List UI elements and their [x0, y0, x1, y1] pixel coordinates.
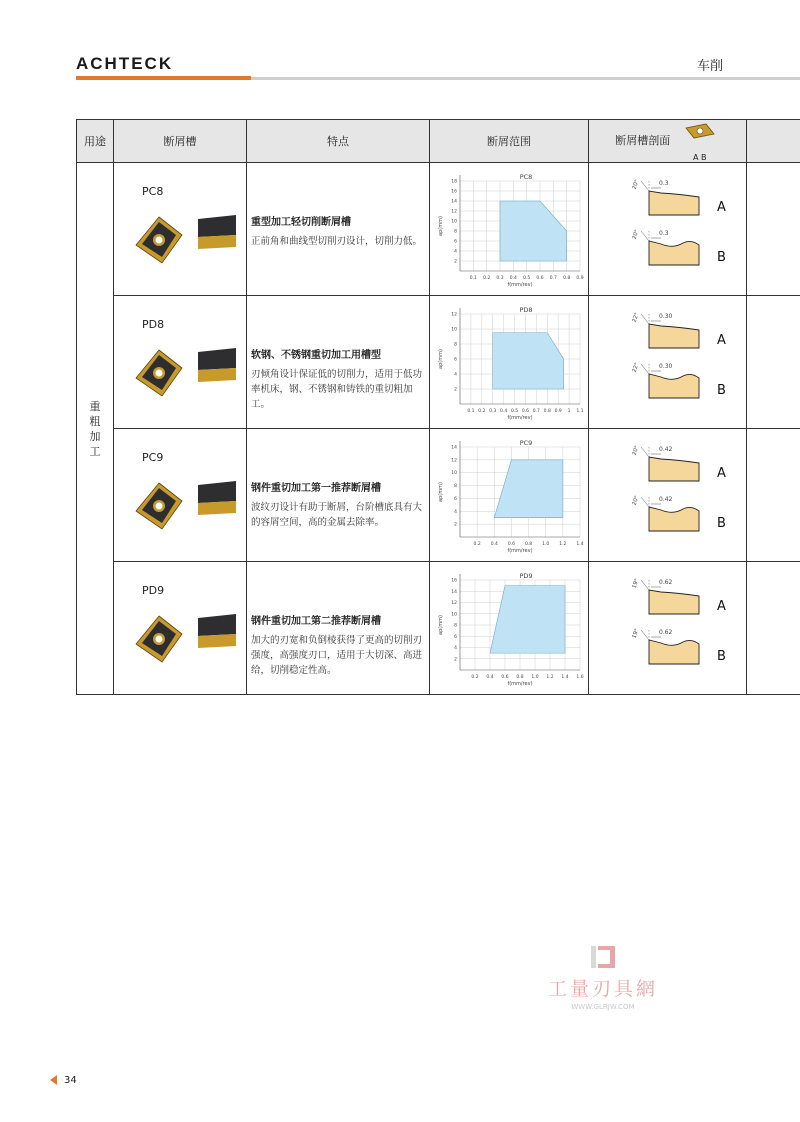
header-rule-accent: [76, 76, 251, 80]
groove-cell: [114, 296, 247, 429]
profile-a: [632, 312, 726, 348]
y-tick-label: 6: [454, 239, 457, 245]
table-row: [77, 562, 800, 695]
range-x-label: f(mm/rev): [507, 415, 533, 421]
profile-shape: [649, 374, 699, 398]
x-tick-label: 0.8: [563, 276, 571, 281]
y-tick-label: 16: [451, 189, 457, 195]
y-tick-label: 2: [454, 522, 457, 528]
x-tick-label: 0.9: [554, 409, 562, 414]
profile-b-label: B: [717, 516, 726, 531]
y-tick-label: 2: [454, 387, 457, 393]
range-chart-title: PD9: [519, 572, 533, 580]
x-tick-label: 0.4: [509, 276, 517, 281]
y-tick-label: 18: [451, 179, 457, 185]
table-row: [77, 163, 800, 296]
profile-cell: [589, 562, 747, 695]
profile-shape: [649, 324, 699, 348]
profile-a: [632, 179, 726, 215]
table-row: [77, 429, 800, 562]
range-y-label: ap(mm): [438, 349, 444, 369]
profile-land-label: 0.62: [659, 629, 673, 636]
y-tick-label: 12: [451, 209, 457, 215]
groove-name: PD9: [142, 584, 165, 597]
page-number: 34: [64, 1075, 77, 1086]
y-tick-label: 10: [451, 327, 457, 333]
feature-desc: 正前角和曲线型切削刃设计，切削力低。: [251, 236, 423, 247]
x-tick-label: 1.0: [542, 542, 550, 547]
x-tick-label: 0.5: [523, 276, 531, 281]
profile-a: [632, 578, 726, 614]
y-tick-label: 10: [451, 612, 457, 618]
x-tick-label: 0.5: [510, 409, 519, 414]
section-title: 车削: [697, 59, 724, 74]
header-extra: [747, 120, 800, 163]
profile-a-label: A: [717, 333, 726, 348]
chipbreaker-table: [76, 119, 800, 695]
insert-side-icon: [196, 346, 238, 384]
insert-top-icon: [132, 346, 186, 400]
profile-angle-label: 22°: [631, 312, 641, 324]
header-use: 用途: [77, 120, 114, 163]
y-tick-label: 6: [454, 496, 457, 502]
profile-b: [632, 229, 726, 265]
profile-shape: [649, 590, 699, 614]
watermark-text: 工量刃具網: [547, 978, 658, 1000]
insert-side-icon: [196, 612, 238, 650]
feature-desc: 刃倾角设计保证低的切削力，适用于低功率机床，钢、不锈钢和铸铁的重切粗加工。: [251, 369, 423, 410]
groove-name: PD8: [142, 318, 165, 331]
profile-b: [632, 628, 726, 664]
y-tick-label: 12: [451, 312, 457, 318]
header-profile-label: 断屑槽剖面: [615, 134, 671, 147]
y-tick-label: 12: [451, 601, 457, 606]
y-tick-label: 10: [451, 219, 457, 225]
x-tick-label: 0.6: [507, 542, 516, 547]
range-area: [490, 586, 565, 654]
profile-cell: [589, 429, 747, 562]
feature-title: 钢件重切加工第二推荐断屑槽: [251, 616, 381, 627]
y-tick-label: 14: [451, 199, 457, 205]
groove-name: PC9: [142, 451, 164, 464]
profile-angle-label: 20°: [631, 495, 641, 507]
profile-shape: [649, 457, 699, 481]
profile-b: [632, 495, 726, 531]
insert-top-icon: [132, 479, 186, 533]
y-tick-label: 4: [454, 646, 457, 651]
x-tick-label: 0.2: [478, 409, 486, 414]
profile-cell: [589, 296, 747, 429]
feature-cell: [247, 296, 430, 429]
x-tick-label: 0.4: [486, 675, 494, 680]
y-tick-label: 8: [454, 623, 457, 629]
profile-ab-label: A B: [692, 153, 707, 162]
range-x-label: f(mm/rev): [507, 548, 533, 554]
groove-name: PC8: [142, 185, 164, 198]
range-cell: [430, 296, 589, 429]
x-tick-label: 1.4: [561, 675, 569, 680]
x-tick-label: 0.8: [543, 409, 551, 414]
y-tick-label: 12: [451, 458, 457, 464]
header-features: 特点: [247, 120, 430, 163]
profile-land-label: 0.62: [659, 579, 673, 586]
y-tick-label: 8: [454, 484, 457, 490]
insert-top-icon: [132, 213, 186, 267]
profile-chart-1: [589, 296, 747, 428]
x-tick-label: 0.2: [473, 542, 481, 547]
x-tick-label: 0.6: [536, 276, 544, 281]
watermark-logo-icon: [589, 944, 617, 970]
range-area: [493, 333, 564, 389]
extra-cell: [747, 562, 800, 695]
feature-cell: [247, 562, 430, 695]
x-tick-label: 0.8: [524, 542, 533, 547]
use-cell: [77, 163, 114, 695]
profile-chart-3: [589, 562, 747, 694]
x-tick-label: 0.7: [532, 409, 540, 414]
range-area: [500, 201, 567, 261]
x-tick-label: 1.4: [576, 542, 584, 547]
profile-b-label: B: [717, 649, 726, 664]
profile-land-label: 0.30: [659, 363, 673, 370]
range-x-label: f(mm/rev): [507, 681, 533, 687]
x-tick-label: 0.4: [490, 542, 498, 547]
feature-title: 重型加工轻切削断屑槽: [251, 217, 351, 228]
range-chart-title: PC8: [519, 173, 533, 181]
feature-cell: [247, 429, 430, 562]
x-tick-label: 0.2: [471, 675, 479, 680]
x-tick-label: 1.0: [531, 675, 539, 680]
brand-logo: ACHTECK: [76, 54, 174, 73]
x-tick-label: 1.1: [576, 409, 584, 414]
feature-title: 钢件重切加工第一推荐断屑槽: [251, 483, 381, 494]
range-y-label: ap(mm): [438, 216, 444, 236]
x-tick-label: 1.2: [546, 675, 554, 680]
range-y-label: ap(mm): [438, 615, 444, 635]
x-tick-label: 0.2: [483, 276, 491, 281]
profile-a: [632, 445, 726, 481]
profile-land-label: 0.42: [659, 446, 673, 453]
range-cell: [430, 562, 589, 695]
insert-top-icon: [132, 612, 186, 666]
y-tick-label: 14: [451, 445, 457, 451]
profile-shape: [649, 241, 699, 265]
profile-b-label: B: [717, 383, 726, 398]
profile-angle-label: 20°: [631, 229, 641, 241]
x-tick-label: 0.8: [516, 675, 524, 680]
y-tick-label: 8: [454, 229, 457, 235]
x-tick-label: 0.9: [576, 276, 584, 281]
y-tick-label: 4: [454, 249, 457, 255]
profile-angle-label: 19°: [631, 628, 641, 640]
x-tick-label: 0.1: [469, 276, 477, 281]
feature-desc: 波纹刃设计有助于断屑，台阶槽底具有大的容屑空间，高的金属去除率。: [251, 502, 423, 528]
header-groove: 断屑槽: [114, 120, 247, 163]
watermark: [537, 944, 669, 1011]
x-tick-label: 0.6: [501, 675, 509, 680]
profile-shape: [649, 191, 699, 215]
profile-chart-2: [589, 429, 747, 561]
y-tick-label: 2: [454, 657, 457, 663]
page-arrow-icon: [50, 1075, 57, 1085]
profile-angle-label: 22°: [631, 362, 641, 374]
feature-cell: [247, 163, 430, 296]
range-chart-title: PD8: [519, 306, 533, 314]
range-area: [494, 460, 563, 518]
x-tick-label: 0.1: [467, 409, 475, 414]
watermark-url: WWW.GLRJW.COM: [571, 1003, 635, 1011]
profile-b-label: B: [717, 250, 726, 265]
range-cell: [430, 429, 589, 562]
y-tick-label: 6: [454, 634, 457, 640]
profile-land-label: 0.42: [659, 496, 673, 503]
x-tick-label: 0.3: [496, 276, 504, 281]
extra-cell: [747, 429, 800, 562]
profile-angle-label: 19°: [631, 578, 641, 590]
profile-shape: [649, 640, 699, 664]
profile-b: [632, 362, 726, 398]
profile-chart-0: [589, 163, 747, 295]
profile-a-label: A: [717, 466, 726, 481]
y-tick-label: 4: [454, 372, 457, 378]
extra-cell: [747, 296, 800, 429]
x-tick-label: 1.6: [576, 675, 584, 680]
y-tick-label: 10: [451, 471, 457, 477]
header-profile: [589, 120, 747, 163]
range-x-label: f(mm/rev): [507, 282, 533, 288]
profile-shape: [649, 507, 699, 531]
range-cell: [430, 163, 589, 296]
y-tick-label: 6: [454, 357, 457, 363]
table-row: [77, 296, 800, 429]
range-chart-title: PC9: [519, 439, 533, 447]
x-tick-label: 0.4: [500, 409, 508, 414]
y-tick-label: 14: [451, 589, 457, 595]
y-tick-label: 2: [454, 259, 457, 265]
profile-land-label: 0.3: [659, 230, 669, 237]
feature-title: 软钢、不锈钢重切加工用槽型: [251, 350, 381, 361]
profile-land-label: 0.3: [659, 180, 669, 187]
insert-side-icon: [196, 479, 238, 517]
y-tick-label: 4: [454, 509, 457, 515]
x-tick-label: 0.6: [521, 409, 530, 414]
x-tick-label: 0.3: [489, 409, 497, 414]
x-tick-label: 1: [567, 409, 571, 414]
groove-cell: [114, 163, 247, 296]
range-chart-2: [430, 429, 589, 561]
range-y-label: ap(mm): [438, 482, 444, 502]
groove-cell: [114, 562, 247, 695]
profile-land-label: 0.30: [659, 313, 673, 320]
profile-angle-label: 20°: [631, 179, 641, 191]
range-chart-0: [430, 163, 589, 295]
range-chart-3: [430, 562, 589, 694]
x-tick-label: 0.7: [549, 276, 557, 281]
profile-a-label: A: [717, 200, 726, 215]
x-tick-label: 1.2: [559, 542, 567, 547]
header-range: 断屑范围: [430, 120, 589, 163]
insert-profile-icon: [680, 120, 720, 162]
profile-a-label: A: [717, 599, 726, 614]
groove-cell: [114, 429, 247, 562]
profile-angle-label: 20°: [631, 445, 641, 457]
range-chart-1: [430, 296, 589, 428]
use-label: 重粗加工: [89, 399, 101, 458]
insert-side-icon: [196, 213, 238, 251]
profile-cell: [589, 163, 747, 296]
y-tick-label: 8: [454, 342, 457, 348]
extra-cell: [747, 163, 800, 296]
y-tick-label: 16: [451, 578, 457, 584]
feature-desc: 加大的刃宽和负倒棱获得了更高的切削刃强度，高强度刃口，适用于大切深、高进给，切削稳定性高。: [251, 635, 423, 676]
